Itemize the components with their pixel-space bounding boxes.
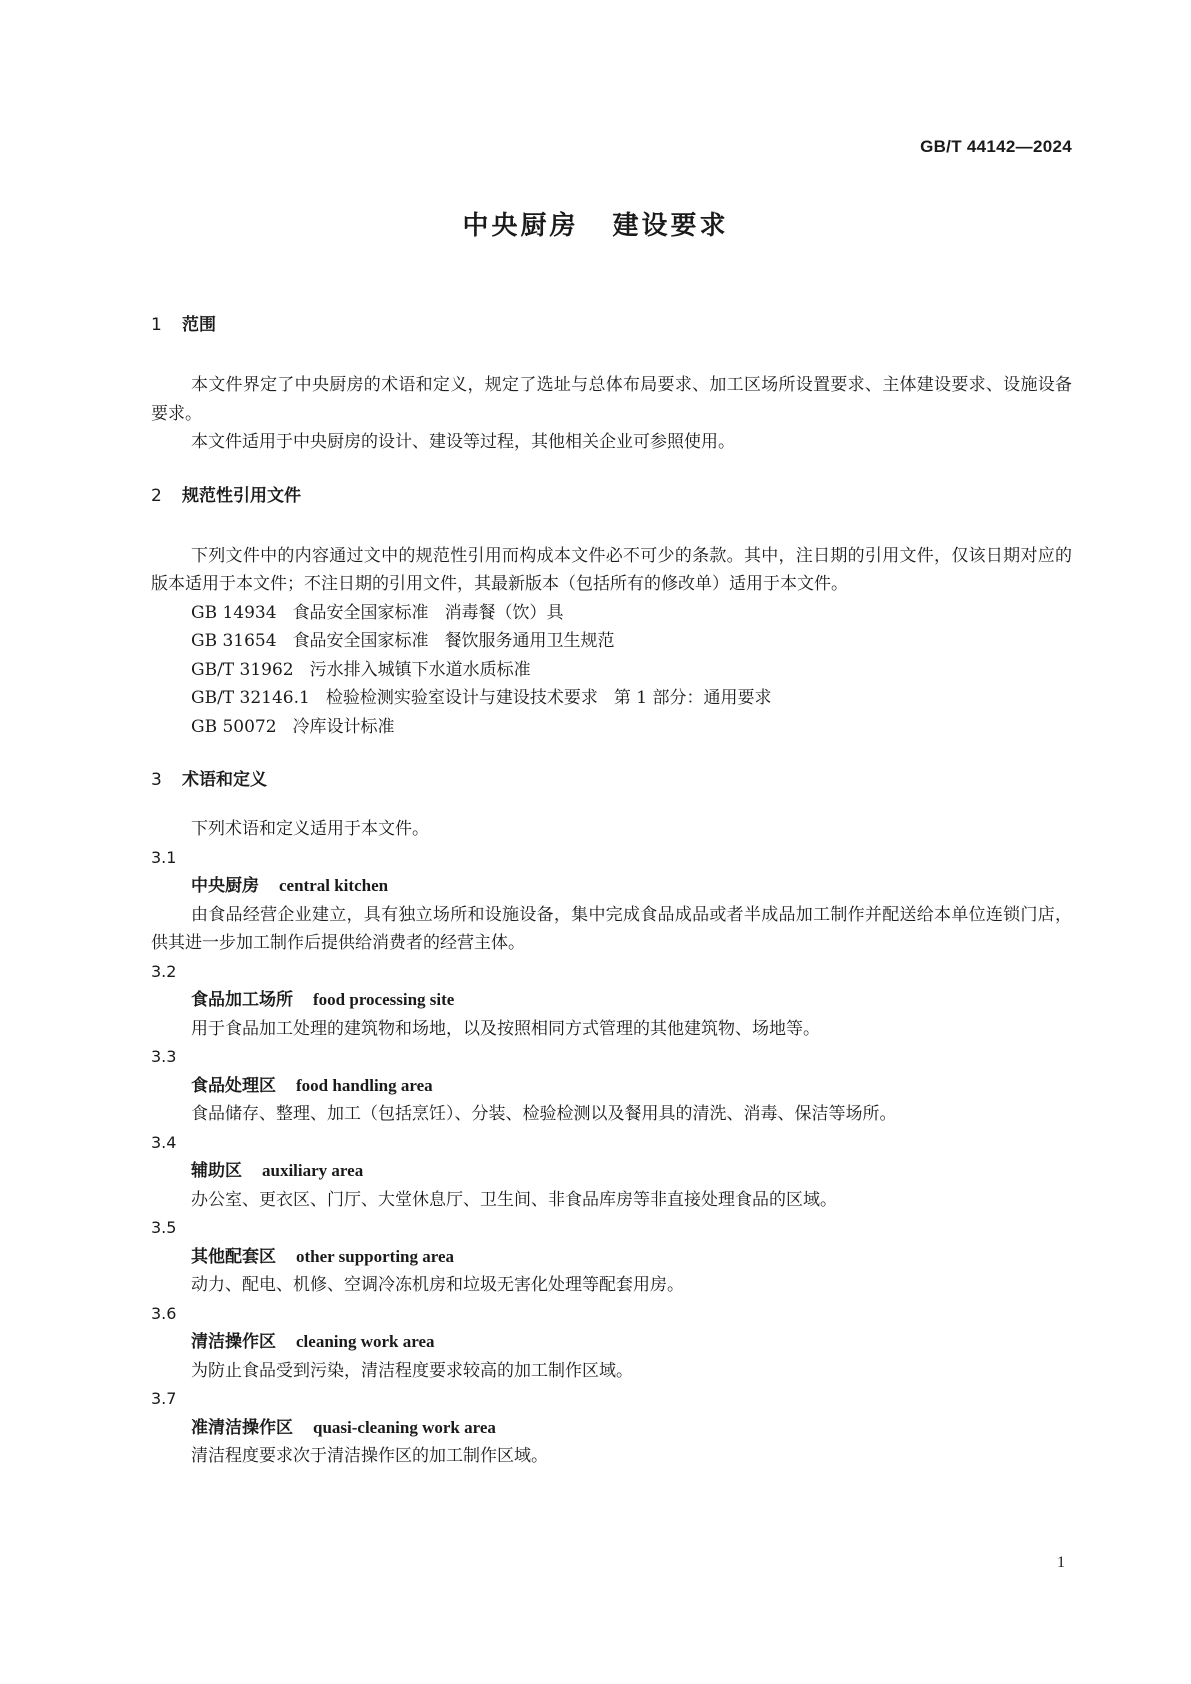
term-chinese: 中央厨房 xyxy=(191,876,259,896)
term-name xyxy=(151,1157,1072,1186)
section-scope xyxy=(151,312,1072,457)
reference-code: GB/T 31962 xyxy=(191,659,294,680)
section-number: 3 xyxy=(151,770,162,790)
reference-title: 冷库设计标准 xyxy=(292,716,395,737)
section-heading xyxy=(151,483,1072,509)
term-definition: 食品储存、整理、加工（包括烹饪）、分装、检验检测以及餐用具的清洗、消毒、保洁等场所。 xyxy=(191,1104,897,1124)
term-entry xyxy=(151,958,1072,1044)
document-body xyxy=(151,312,1072,1471)
term-definition: 清洁程度要求次于清洁操作区的加工制作区域。 xyxy=(191,1446,548,1466)
term-entry xyxy=(151,1214,1072,1300)
reference-code: GB/T 32146.1 xyxy=(191,688,310,708)
term-name xyxy=(151,1414,1072,1443)
reference-code: GB 50072 xyxy=(191,716,277,737)
section-heading xyxy=(151,767,1072,793)
section-normative-references xyxy=(151,483,1072,742)
reference-title: 食品安全国家标准 xyxy=(292,602,429,623)
term-definition: 用于食品加工处理的建筑物和场地，以及按照相同方式管理的其他建筑物、场地等。 xyxy=(191,1018,820,1039)
term-chinese: 清洁操作区 xyxy=(191,1332,276,1352)
term-number: 3.4 xyxy=(151,1132,177,1152)
term-definition: 为防止食品受到污染，清洁程度要求较高的加工制作区域。 xyxy=(191,1360,633,1381)
term-number: 3.7 xyxy=(151,1389,177,1408)
title-part-2: 建设要求 xyxy=(612,211,729,241)
term-number: 3.2 xyxy=(151,961,177,981)
section-title: 规范性引用文件 xyxy=(182,485,301,506)
term-definition: 由食品经营企业建立，具有独立场所和设施设备，集中完成食品成品或者半成品加工制作并配送给本单位连锁门店，供其进一步加工制作后提供给消费者的经营主体。 xyxy=(151,904,1072,953)
paragraph: 本文件适用于中央厨房的设计、建设等过程，其他相关企业可参照使用。 xyxy=(191,432,735,452)
section-number: 2 xyxy=(151,485,162,506)
section-title: 术语和定义 xyxy=(182,770,267,790)
paragraph: 下列文件中的内容通过文中的规范性引用而构成本文件必不可少的条款。其中，注日期的引用文件，仅该日期对应的版本适用于本文件；不注日期的引用文件，其最新版本（包括所有的修改单）适用于本文件。 xyxy=(151,545,1072,594)
term-name xyxy=(151,1243,1072,1272)
reference-title: 污水排入城镇下水道水质标准 xyxy=(309,659,531,680)
section-number: 1 xyxy=(151,315,162,335)
term-chinese: 食品加工场所 xyxy=(191,990,293,1010)
term-english: cleaning work area xyxy=(296,1332,435,1351)
reference-subtitle: 第 1 部分：通用要求 xyxy=(613,688,772,708)
term-name xyxy=(151,1328,1072,1357)
term-name xyxy=(151,1072,1072,1101)
term-english: other supporting area xyxy=(296,1246,455,1266)
term-english: quasi-cleaning work area xyxy=(313,1417,496,1437)
paragraph: 本文件界定了中央厨房的术语和定义，规定了选址与总体布局要求、加工区场所设置要求、主体建设要求、设施设备要求。 xyxy=(151,375,1072,424)
reference-item xyxy=(151,713,1072,742)
reference-subtitle: 消毒餐（饮）具 xyxy=(444,602,564,623)
title-part-1: 中央厨房 xyxy=(462,211,579,241)
term-name xyxy=(151,872,1072,901)
reference-subtitle: 餐饮服务通用卫生规范 xyxy=(444,631,615,651)
section-title: 范围 xyxy=(182,315,216,335)
reference-title: 食品安全国家标准 xyxy=(292,631,429,651)
reference-item xyxy=(151,599,1072,628)
term-entry xyxy=(151,1043,1072,1129)
term-entry xyxy=(151,1300,1072,1386)
term-english: food handling area xyxy=(296,1075,433,1095)
term-chinese: 准清洁操作区 xyxy=(191,1417,293,1438)
term-number: 3.1 xyxy=(151,847,177,867)
term-definition: 办公室、更衣区、门厅、大堂休息厅、卫生间、非食品库房等非直接处理食品的区域。 xyxy=(191,1189,837,1210)
section-terms-definitions xyxy=(151,767,1072,1471)
standard-number: GB/T 44142—2024 xyxy=(920,137,1072,156)
term-name xyxy=(151,986,1072,1015)
term-english: food processing site xyxy=(313,990,455,1009)
document-title xyxy=(0,205,1191,242)
term-english: central kitchen xyxy=(279,876,389,895)
term-number: 3.3 xyxy=(151,1047,177,1066)
term-definition: 动力、配电、机修、空调冷冻机房和垃圾无害化处理等配套用房。 xyxy=(191,1275,684,1295)
term-number: 3.5 xyxy=(151,1218,177,1237)
reference-code: GB 31654 xyxy=(191,631,277,651)
term-number: 3.6 xyxy=(151,1303,177,1323)
reference-item xyxy=(151,627,1072,656)
reference-code: GB 14934 xyxy=(191,602,277,623)
page-number: 1 xyxy=(1057,1554,1065,1571)
term-entry xyxy=(151,844,1072,958)
term-chinese: 食品处理区 xyxy=(191,1075,276,1096)
paragraph: 下列术语和定义适用于本文件。 xyxy=(191,819,429,839)
term-entry xyxy=(151,1385,1072,1471)
term-chinese: 其他配套区 xyxy=(191,1246,276,1267)
reference-title: 检验检测实验室设计与建设技术要求 xyxy=(325,688,598,708)
term-entry xyxy=(151,1129,1072,1215)
reference-item xyxy=(151,656,1072,685)
term-english: auxiliary area xyxy=(262,1161,364,1180)
section-heading xyxy=(151,312,1072,338)
reference-item xyxy=(151,684,1072,713)
term-chinese: 辅助区 xyxy=(191,1161,242,1181)
